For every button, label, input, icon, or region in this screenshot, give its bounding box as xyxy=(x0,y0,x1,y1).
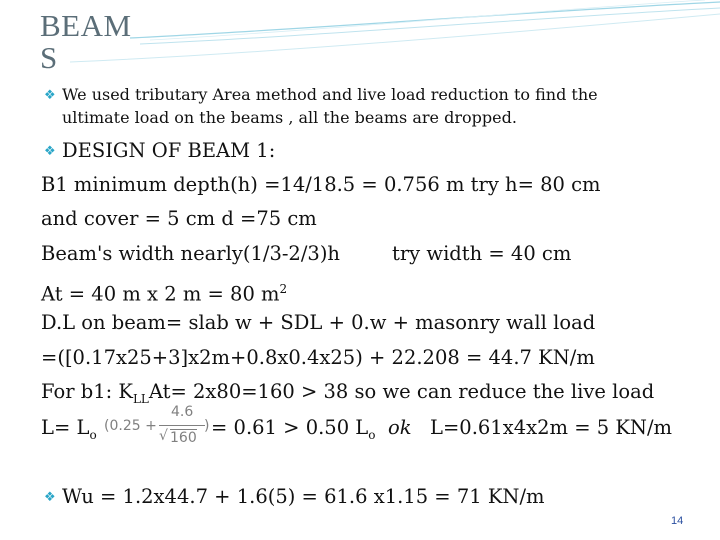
formula-close: ) xyxy=(204,418,210,434)
ll-subscript: o xyxy=(89,427,97,442)
bullet2-heading: DESIGN OF BEAM 1: xyxy=(62,139,276,162)
line-live-load-start xyxy=(41,416,97,447)
bullet-icon: ❖ xyxy=(44,490,56,505)
bullet-icon: ❖ xyxy=(44,88,56,103)
line-dead-load: D.L on beam= slab w + SDL + 0.w + masonry wall load xyxy=(41,311,596,334)
kll-rest: At= 2x80=160 > 38 so we can reduce the live load xyxy=(148,380,655,403)
formula-numerator: 4.6 xyxy=(171,404,194,420)
formula-denominator: 160 xyxy=(170,430,197,446)
line-try-width: try width = 40 cm xyxy=(392,242,572,265)
fraction-bar xyxy=(159,425,205,426)
line-area xyxy=(41,277,287,307)
page-number: 14 xyxy=(671,515,684,527)
slide-title xyxy=(40,10,132,74)
kll-subscript: LL xyxy=(132,391,149,406)
area-text: At = 40 m x 2 m = 80 m xyxy=(41,282,280,306)
bullet-icon: ❖ xyxy=(44,144,56,159)
area-exponent: 2 xyxy=(279,282,288,296)
reduction-formula xyxy=(104,404,209,454)
ll-subscript2: o xyxy=(368,427,376,442)
bullet1-line2: ultimate load on the beams , all the beams are dropped. xyxy=(62,108,517,127)
sqrt-icon: √ xyxy=(159,428,168,444)
line-cover: and cover = 5 cm d =75 cm xyxy=(41,207,317,230)
formula-constant: (0.25 + xyxy=(104,418,157,434)
line-live-load-result xyxy=(211,416,376,447)
line-live-load-value: L=0.61x4x2m = 5 KN/m xyxy=(430,416,673,439)
slide-title-line1: BEAM xyxy=(40,8,132,43)
bullet1-line1: We used tributary Area method and live load reduction to find the xyxy=(62,85,598,104)
line-min-depth: B1 minimum depth(h) =14/18.5 = 0.756 m try h= 80 cm xyxy=(41,173,601,196)
line-beam-width: Beam's width nearly(1/3-2/3)h xyxy=(41,242,340,265)
bullet3-ultimate-load: Wu = 1.2x44.7 + 1.6(5) = 61.6 x1.15 = 71 KN/m xyxy=(62,485,545,508)
ll-ratio: = 0.61 > 0.50 L xyxy=(211,416,369,439)
slide-title-line2: S xyxy=(40,40,58,75)
ok-label: ok xyxy=(388,416,412,439)
line-dead-load-calc: =([0.17x25+3]x2m+0.8x0.4x25) + 22.208 = 44.7 KN/m xyxy=(41,346,595,369)
ll-prefix: L= L xyxy=(41,416,90,439)
kll-prefix: For b1: K xyxy=(41,380,133,403)
